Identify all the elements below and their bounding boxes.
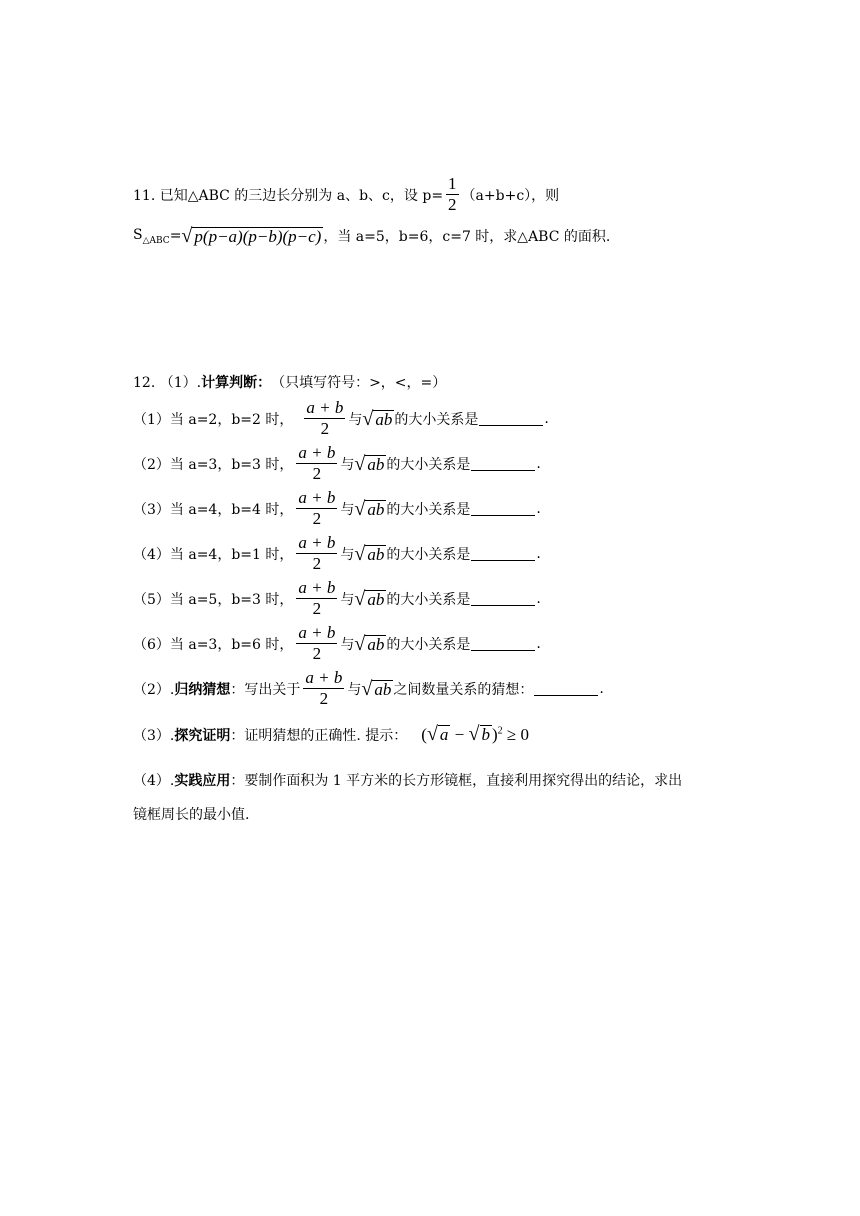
- part-number: （3）.: [133, 727, 175, 744]
- q12-item-5: （5）当 a=5，b=3 时， $\frac{a + b}{2}$ 与 √ ab 的大小关系是 .: [133, 578, 541, 618]
- heron-sqrt: [181, 226, 323, 246]
- relation-text: 的大小关系是: [386, 636, 471, 653]
- heron-radicand: p(p−a)(p−b)(p−c): [194, 227, 322, 246]
- geo-mean-sqrt: √ ab: [354, 632, 385, 655]
- q12-item-3: （3）当 a=4，b=4 时， $\frac{a + b}{2}$ 与 √ ab 的大小关系是 .: [133, 488, 541, 528]
- q12-number: 12. （1）.: [133, 375, 202, 391]
- mean-fraction: $\frac{a + b}{2}$: [306, 398, 344, 438]
- item-label: （1）当 a=2，b=2 时，: [133, 411, 294, 428]
- answer-blank[interactable]: [479, 411, 543, 426]
- answer-blank[interactable]: [471, 456, 535, 471]
- part2-text: ：写出关于: [230, 681, 301, 698]
- part4-text2: 镜框周长的最小值.: [133, 807, 250, 823]
- hint-expression: ( √ a − √ b )$^2$ ≥ 0: [421, 723, 530, 745]
- answer-blank[interactable]: [534, 681, 598, 696]
- geo-mean-sqrt: √ ab: [354, 542, 385, 565]
- conj-text: 与: [348, 411, 363, 428]
- q11-text-prefix: 11. 已知△ABC 的三边长分别为 a、b、c，设 p=: [133, 187, 444, 204]
- item-label: （6）当 a=3，b=6 时，: [133, 636, 294, 653]
- part3-title: 探究证明: [174, 727, 231, 744]
- conj-text: 与: [347, 681, 362, 698]
- answer-blank[interactable]: [471, 546, 535, 561]
- part4-title: 实践应用: [174, 773, 231, 789]
- answer-blank[interactable]: [471, 501, 535, 516]
- q11-line2: [133, 226, 610, 246]
- q11-half-fraction: [446, 174, 459, 215]
- q12-item-1: （1）当 a=2，b=2 时， $\frac{a + b}{2}$ 与 √ ab 的大小关系是 .: [133, 398, 549, 438]
- q12-heading: [133, 372, 446, 392]
- conj-text: 与: [340, 456, 355, 473]
- relation-text: 的大小关系是: [386, 546, 471, 563]
- relation-text: 的大小关系是: [386, 456, 471, 473]
- q12-item-4: （4）当 a=4，b=1 时， $\frac{a + b}{2}$ 与 √ ab 的大小关系是 .: [133, 533, 541, 573]
- conj-text: 与: [340, 501, 355, 518]
- q12-part4: [133, 770, 682, 790]
- part4-text: ：要制作面积为 1 平方米的长方形镜框，直接利用探究得出的结论，求出: [230, 773, 683, 789]
- item-label: （4）当 a=4，b=1 时，: [133, 546, 294, 563]
- q11-line1: [133, 174, 559, 215]
- item-label: （5）当 a=5，b=3 时，: [133, 591, 294, 608]
- fraction-numerator: 1: [448, 174, 457, 193]
- radical-sign: √: [181, 225, 193, 247]
- answer-blank[interactable]: [471, 591, 535, 606]
- item-label: （2）当 a=3，b=3 时，: [133, 456, 294, 473]
- geo-mean-sqrt: √ ab: [354, 587, 385, 610]
- part2-text2: 之间数量关系的猜想：: [393, 681, 534, 698]
- item-label: （3）当 a=4，b=4 时，: [133, 501, 294, 518]
- geo-mean-sqrt: √ ab: [362, 407, 393, 430]
- part-number: （2）.: [133, 681, 175, 698]
- q12-item-6: （6）当 a=3，b=6 时， $\frac{a + b}{2}$ 与 √ ab 的大小关系是 .: [133, 623, 541, 663]
- geo-mean-sqrt: √ ab: [354, 452, 385, 475]
- relation-text: 的大小关系是: [386, 501, 471, 518]
- q12-part3: [133, 724, 529, 745]
- fraction-denominator: 2: [448, 195, 457, 214]
- q12-part4-line2: [133, 804, 249, 824]
- answer-blank[interactable]: [471, 636, 535, 651]
- mean-fraction: $\frac{a + b}{2}$: [298, 488, 336, 528]
- q12-instruction: （只填写符号：>，<，=）: [271, 375, 447, 391]
- part2-title: 归纳猜想: [174, 681, 231, 698]
- q12-part2: （2）. 归纳猜想 ：写出关于 $\frac{a + b}{2}$ 与 √ ab 之间数量关系的猜想： .: [133, 668, 604, 708]
- relation-text: 的大小关系是: [394, 411, 479, 428]
- conj-text: 与: [340, 636, 355, 653]
- mean-fraction: $\frac{a + b}{2}$: [298, 443, 336, 483]
- geo-mean-sqrt: √ ab: [361, 677, 392, 700]
- part3-text: ：证明猜想的正确性. 提示：: [230, 727, 408, 744]
- conj-text: 与: [340, 591, 355, 608]
- q11-text-suffix: （a+b+c），则: [461, 187, 560, 204]
- area-symbol: $S_{\triangle ABC}$: [133, 226, 170, 246]
- mean-fraction: $\frac{a + b}{2}$: [305, 668, 343, 708]
- part-number: （4）.: [133, 773, 175, 789]
- relation-text: 的大小关系是: [386, 591, 471, 608]
- mean-fraction: $\frac{a + b}{2}$: [298, 623, 336, 663]
- q12-part1-title: 计算判断：: [201, 375, 272, 391]
- q12-item-2: （2）当 a=3，b=3 时， $\frac{a + b}{2}$ 与 √ ab 的大小关系是 .: [133, 443, 541, 483]
- mean-fraction: $\frac{a + b}{2}$: [298, 578, 336, 618]
- mean-fraction: $\frac{a + b}{2}$: [298, 533, 336, 573]
- geo-mean-sqrt: √ ab: [354, 497, 385, 520]
- equals-sign: =: [169, 228, 182, 244]
- conj-text: 与: [340, 546, 355, 563]
- q11-question-text: ，当 a=5，b=6，c=7 时，求△ABC 的面积.: [323, 229, 611, 245]
